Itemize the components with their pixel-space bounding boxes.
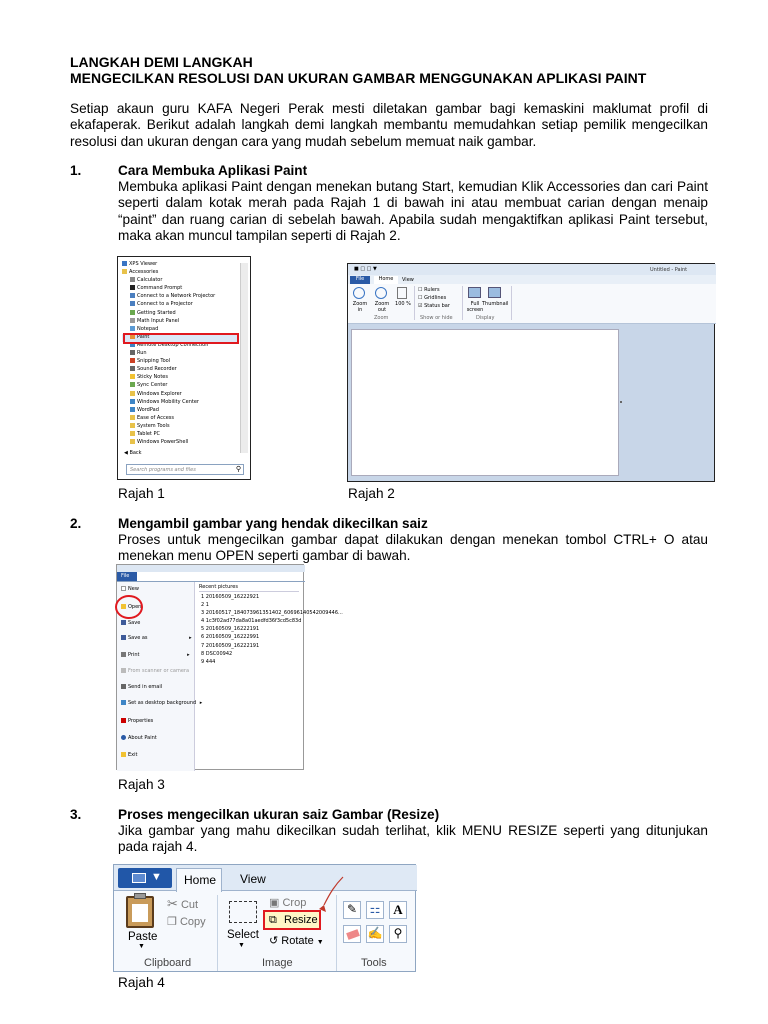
tab-home[interactable]: Home: [374, 276, 398, 284]
zoom-in-label: Zoom in: [352, 301, 368, 313]
menu-save-as[interactable]: Save as ▸: [121, 635, 192, 641]
start-menu-item[interactable]: Tablet PC: [122, 431, 238, 439]
start-menu-item[interactable]: Accessories: [122, 269, 238, 277]
start-menu-scrollbar[interactable]: [240, 263, 248, 453]
start-menu-item[interactable]: Connect to a Projector: [122, 301, 238, 309]
zoom-out-label: Zoom out: [374, 301, 390, 313]
group-zoom-label: Zoom: [374, 315, 389, 321]
file-menu-button[interactable]: [118, 868, 172, 888]
step-1-title: Cara Membuka Aplikasi Paint: [118, 163, 308, 178]
resize-icon: ⧉: [269, 914, 277, 926]
menu-send-email[interactable]: Send in email: [121, 684, 162, 690]
recent-pictures-title: Recent pictures: [199, 584, 238, 590]
recent-item[interactable]: 6 20160509_16222991: [201, 634, 260, 641]
canvas-resize-handle[interactable]: [620, 401, 622, 403]
menu-from-scanner[interactable]: From scanner or camera: [121, 668, 189, 674]
caption-rajah-4: Rajah 4: [118, 975, 165, 990]
step-2-title: Mengambil gambar yang hendak dikecilkan saiz: [118, 516, 428, 531]
text-tool-icon[interactable]: A: [389, 901, 407, 919]
recent-item[interactable]: 5 20160509_16222191: [201, 626, 260, 633]
figure-4-home-ribbon: [113, 864, 416, 972]
cut-button[interactable]: ✂ Cut: [167, 896, 199, 911]
rotate-icon: ↺: [269, 935, 279, 947]
recent-item[interactable]: 2 1: [201, 602, 209, 609]
recent-item[interactable]: 3 20160517_184073961351402_60696140542009446...: [201, 610, 343, 617]
crop-button[interactable]: ▣ Crop: [269, 897, 307, 909]
select-marquee-icon[interactable]: [229, 901, 257, 923]
tab-view[interactable]: View: [240, 872, 266, 886]
caption-rajah-1: Rajah 1: [118, 486, 165, 501]
start-menu-item[interactable]: Sync Center: [122, 382, 238, 390]
start-menu-item[interactable]: Math Input Panel: [122, 318, 238, 326]
start-menu-item[interactable]: Windows Explorer: [122, 391, 238, 399]
start-menu-item[interactable]: Getting Started: [122, 310, 238, 318]
menu-exit[interactable]: Exit: [121, 752, 137, 758]
recent-item[interactable]: 9 444: [201, 658, 216, 665]
zoom-100-icon[interactable]: [397, 287, 407, 299]
color-picker-icon[interactable]: ✍: [366, 925, 384, 943]
menu-set-desktop[interactable]: Set as desktop background ▸: [121, 700, 202, 706]
start-menu-item[interactable]: Windows PowerShell: [122, 439, 238, 447]
chevron-down-icon: ▼: [151, 871, 162, 883]
start-menu-list: [122, 261, 238, 447]
copy-icon: ❐: [167, 916, 177, 928]
start-menu-item[interactable]: WordPad: [122, 407, 238, 415]
paint-ribbon: [348, 284, 716, 324]
fullscreen-icon[interactable]: [468, 287, 481, 298]
select-dropdown-icon[interactable]: ▼: [238, 942, 245, 949]
start-menu-item[interactable]: Sound Recorder: [122, 366, 238, 374]
menu-open[interactable]: Open: [121, 604, 141, 610]
caption-rajah-2: Rajah 2: [348, 486, 395, 501]
resize-button[interactable]: ⧉ Resize: [263, 910, 321, 930]
statusbar-checkbox[interactable]: ☑ Status bar: [418, 303, 450, 309]
caption-rajah-3: Rajah 3: [118, 777, 165, 792]
start-menu-item[interactable]: Calculator: [122, 277, 238, 285]
recent-item[interactable]: 7 20160509_16222191: [201, 642, 260, 649]
tab-view[interactable]: View: [402, 277, 414, 283]
start-menu-item[interactable]: XPS Viewer: [122, 261, 238, 269]
window-icon: [132, 873, 146, 883]
zoom-in-icon[interactable]: [353, 287, 365, 299]
select-button[interactable]: Select: [227, 929, 259, 941]
scissors-icon: ✂: [167, 896, 178, 911]
annotation-arrow-icon: [310, 875, 346, 915]
step-2-number: 2.: [70, 516, 82, 531]
start-menu-item[interactable]: Windows Mobility Center: [122, 399, 238, 407]
open-highlight-circle: [115, 595, 143, 619]
recent-item[interactable]: 1 20160509_16222921: [201, 594, 260, 600]
fill-bucket-icon[interactable]: ⚏: [366, 901, 384, 919]
step-3-number: 3.: [70, 807, 82, 822]
start-menu-item[interactable]: Connect to a Network Projector: [122, 293, 238, 301]
rulers-checkbox[interactable]: ☐ Rulers: [418, 287, 440, 293]
heading-line-2: MENGECILKAN RESOLUSI DAN UKURAN GAMBAR MENGGUNAKAN APLIKASI PAINT: [70, 70, 647, 86]
recent-item[interactable]: 8 DSC00942: [201, 650, 233, 657]
pencil-icon[interactable]: ✎: [343, 901, 361, 919]
figure-3-file-menu: [116, 564, 343, 770]
start-menu-item[interactable]: Remote Desktop Connection: [122, 342, 238, 350]
paste-dropdown-icon[interactable]: ▼: [138, 943, 145, 950]
paint-highlight-box: [123, 333, 239, 344]
start-menu-item[interactable]: Run: [122, 350, 238, 358]
start-menu-item[interactable]: Snipping Tool: [122, 358, 238, 366]
thumbnail-label: Thumbnail: [482, 301, 509, 307]
back-button[interactable]: ◀ Back: [124, 450, 142, 456]
eraser-icon[interactable]: [343, 925, 361, 943]
quick-access-icons: ■ □ □ ▼: [354, 266, 377, 272]
step-3-body: Jika gambar yang mahu dikecilkan sudah terlihat, klik MENU RESIZE seperti yang ditunjukan pada rajah 4.: [118, 823, 708, 855]
heading-line-1: LANGKAH DEMI LANGKAH: [70, 54, 253, 70]
group-tools-label: Tools: [361, 957, 387, 969]
paint-canvas[interactable]: [351, 329, 619, 476]
start-menu-item[interactable]: Command Prompt: [122, 285, 238, 293]
search-icon: ⚲: [235, 465, 241, 473]
start-menu-item[interactable]: Notepad: [122, 326, 238, 334]
figure-1-start-menu: [117, 256, 251, 480]
search-programs-input[interactable]: Search programs and files ⚲: [126, 464, 244, 475]
zoom-out-icon[interactable]: [375, 287, 387, 299]
recent-pictures-list: [201, 594, 343, 667]
copy-button[interactable]: ❐ Copy: [167, 916, 206, 928]
menu-new[interactable]: New: [121, 586, 139, 592]
start-menu-item[interactable]: Sticky Notes: [122, 374, 238, 382]
zoom-100-label: 100 %: [395, 301, 411, 307]
paste-button[interactable]: Paste: [128, 931, 158, 943]
tab-home[interactable]: Home: [176, 868, 222, 892]
thumbnail-icon[interactable]: [488, 287, 501, 298]
menu-about[interactable]: About Paint: [121, 735, 157, 741]
recent-item[interactable]: 4 1c3f02ad77da8a01aedfd36f3cd5c83d: [201, 618, 302, 625]
start-menu-item[interactable]: System Tools: [122, 423, 238, 431]
group-show-label: Show or hide: [420, 315, 453, 321]
start-menu-item-paint[interactable]: Paint: [122, 334, 238, 342]
figure-2-paint-window: [347, 263, 715, 482]
intro-paragraph: Setiap akaun guru KAFA Negeri Perak mesti diletakan gambar bagi kemaskini maklumat profil di ekafaperak. Berikut adalah langkah demi langkah membantu memudahkan setiap pemilik mengecilkan resolusi dan ukuran dengan cara yang mudah sebelum memuat naik gambar.: [70, 101, 708, 149]
step-2-body: Proses untuk mengecilkan gambar dapat dilakukan dengan menekan tombol CTRL+ O atau menekan menu OPEN seperti gambar di bawah.: [118, 532, 708, 564]
menu-properties[interactable]: Properties: [121, 718, 153, 724]
paste-clipboard-icon[interactable]: [126, 896, 154, 928]
paint-window-title: Untitled - Paint: [650, 267, 688, 273]
back-arrow-icon: ◀: [124, 450, 130, 456]
step-1-body: Membuka aplikasi Paint dengan menekan butang Start, kemudian Klik Accessories dan cari Paint seperti dalam kotak merah pada Rajah 1 di bawah ini atau membuat carian dengan menaip “paint” dan ruang carian di sebelah bawah. Apabila sudah mengaktifkan aplikasi Paint tersebut, maka akan muncul tampilan seperti di Rajah 2.: [118, 179, 708, 244]
group-image-label: Image: [262, 957, 293, 969]
file-tab[interactable]: File: [121, 573, 130, 579]
group-display-label: Display: [476, 315, 495, 321]
magnifier-icon[interactable]: ⚲: [389, 925, 407, 943]
menu-save[interactable]: Save: [121, 620, 140, 626]
step-1-number: 1.: [70, 163, 82, 178]
fullscreen-label: Full screen: [466, 301, 484, 313]
start-menu-item[interactable]: Ease of Access: [122, 415, 238, 423]
step-3-title: Proses mengecilkan ukuran saiz Gambar (Resize): [118, 807, 440, 822]
crop-icon: ▣: [269, 897, 280, 909]
group-clipboard-label: Clipboard: [144, 957, 192, 969]
rotate-button[interactable]: ↺ Rotate ▼: [269, 935, 324, 947]
gridlines-checkbox[interactable]: ☐ Gridlines: [418, 295, 447, 301]
menu-print[interactable]: Print ▸: [121, 652, 190, 658]
tab-file[interactable]: File: [350, 276, 370, 284]
